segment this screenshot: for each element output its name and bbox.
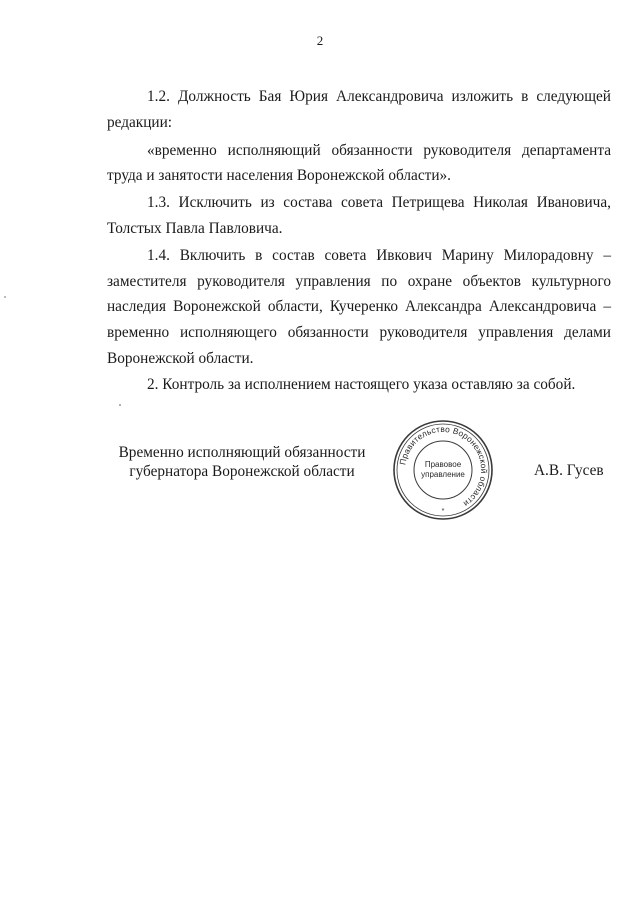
body-line: 1.2. Должность Бая Юрия Александровича изложить в следующей xyxy=(147,88,611,105)
body-line: труда и занятости населения Воронежской области». xyxy=(107,167,451,184)
official-seal xyxy=(391,418,495,522)
scan-speck xyxy=(119,404,121,406)
page-number: 2 xyxy=(316,33,324,48)
seal-inner-line-2: управление xyxy=(421,470,465,479)
seal-star: * xyxy=(441,508,445,515)
body-line: 2. Контроль за исполнением настоящего указа оставляю за собой. xyxy=(147,376,576,393)
signatory-position xyxy=(107,443,377,481)
seal-outer-text: Правительство Воронежской области xyxy=(397,423,490,510)
body-line: заместителя руководителя управления по охране объектов культурного xyxy=(107,273,611,290)
body-line: 1.3. Исключить из состава совета Петрищева Николая Ивановича, xyxy=(147,194,611,211)
body-line: 1.4. Включить в состав совета Ивкович Марину Милорадовну – xyxy=(147,247,611,264)
body-line: редакции: xyxy=(107,114,173,131)
body-line: временно исполняющего обязанности руководителя управления делами xyxy=(107,324,611,341)
signatory-name: А.В. Гусев xyxy=(534,462,604,479)
body-line: Воронежской области. xyxy=(107,350,254,367)
scan-speck xyxy=(4,296,6,298)
body-line: «временно исполняющий обязанности руководителя департамента xyxy=(147,142,611,159)
body-line: наследия Воронежской области, Кучеренко Александра Александровича – xyxy=(107,298,611,315)
signatory-position-line-1: Временно исполняющий обязанности xyxy=(118,444,366,461)
signatory-position-line-2: губернатора Воронежской области xyxy=(129,463,355,480)
body-line: Толстых Павла Павловича. xyxy=(107,220,283,237)
seal-inner-line-1: Правовое xyxy=(424,460,462,469)
